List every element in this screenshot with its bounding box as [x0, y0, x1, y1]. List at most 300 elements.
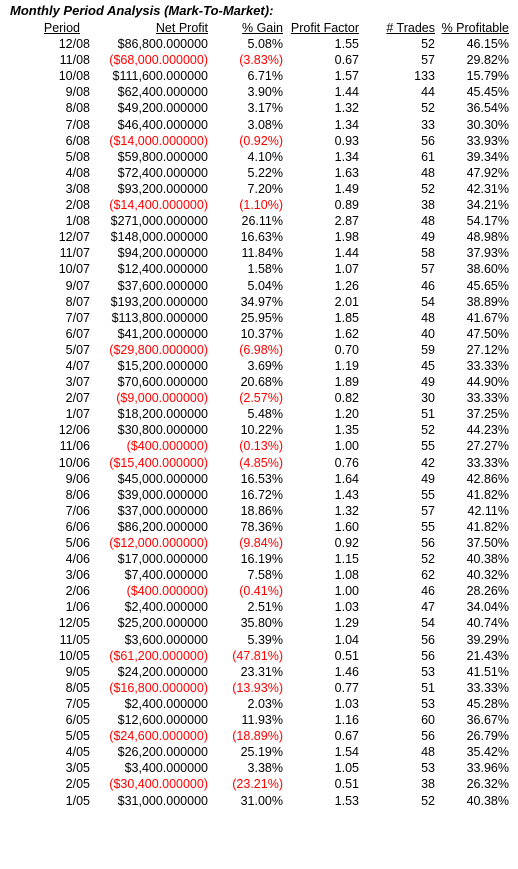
cell-pct-gain: 5.04% — [247, 278, 283, 293]
cell-pct-gain: 16.53% — [240, 471, 283, 486]
cell-period: 6/05 — [65, 713, 90, 728]
cell-pct-profitable: 33.33% — [466, 680, 509, 695]
cell-pct-profitable: 46.15% — [466, 37, 509, 52]
table-row — [0, 471, 509, 487]
cell-period: 8/07 — [65, 294, 90, 309]
table-row — [0, 728, 509, 744]
cell-profit-factor: 0.67 — [334, 729, 359, 744]
cell-pct-gain: (6.98%) — [239, 342, 283, 357]
cell-pct-profitable: 38.89% — [466, 294, 509, 309]
cell-pct-gain: 5.08% — [247, 37, 283, 52]
cell-pct-gain: 4.10% — [247, 149, 283, 164]
cell-pct-profitable: 41.51% — [466, 664, 509, 679]
cell-period: 1/06 — [65, 600, 90, 615]
cell-num-trades: 61 — [421, 149, 435, 164]
cell-period: 1/05 — [65, 793, 90, 808]
cell-pct-gain: (2.57%) — [239, 391, 283, 406]
cell-num-trades: 58 — [421, 246, 435, 261]
cell-pct-profitable: 42.11% — [467, 503, 509, 518]
cell-profit-factor: 1.54 — [334, 745, 359, 760]
cell-profit-factor: 1.07 — [334, 262, 359, 277]
cell-profit-factor: 1.16 — [334, 713, 359, 728]
cell-period: 9/05 — [65, 664, 90, 679]
table-row — [0, 438, 509, 454]
table-row — [0, 422, 509, 438]
cell-pct-gain: (0.13%) — [239, 439, 283, 454]
cell-num-trades: 52 — [421, 181, 435, 196]
cell-pct-profitable: 21.43% — [466, 648, 509, 663]
cell-period: 7/06 — [65, 503, 90, 518]
cell-period: 3/08 — [65, 181, 90, 196]
cell-pct-gain: 16.63% — [240, 230, 283, 245]
cell-pct-gain: (1.10%) — [239, 198, 283, 213]
cell-pct-gain: 1.58% — [247, 262, 283, 277]
cell-period: 2/05 — [65, 777, 90, 792]
table-row — [0, 278, 509, 294]
cell-pct-profitable: 41.67% — [466, 310, 509, 325]
cell-period: 9/07 — [65, 278, 90, 293]
cell-num-trades: 52 — [421, 552, 435, 567]
table-row — [0, 229, 509, 245]
cell-pct-profitable: 42.31% — [466, 181, 509, 196]
cell-pct-gain: 16.19% — [240, 552, 283, 567]
cell-profit-factor: 0.82 — [334, 391, 359, 406]
cell-period: 11/06 — [59, 439, 90, 454]
cell-pct-profitable: 28.26% — [466, 584, 509, 599]
cell-num-trades: 49 — [421, 471, 435, 486]
cell-profit-factor: 1.85 — [334, 310, 359, 325]
cell-pct-profitable: 37.25% — [466, 407, 509, 422]
cell-pct-profitable: 40.38% — [466, 552, 509, 567]
cell-pct-profitable: 45.65% — [466, 278, 509, 293]
cell-pct-gain: 26.11% — [241, 214, 283, 229]
table-row — [0, 744, 509, 760]
cell-pct-profitable: 47.50% — [466, 326, 509, 341]
cell-pct-gain: (4.85%) — [239, 455, 283, 470]
cell-period: 4/08 — [65, 165, 90, 180]
cell-profit-factor: 1.35 — [334, 423, 359, 438]
cell-net-profit: ($14,000.000000) — [109, 133, 208, 148]
cell-net-profit: $70,600.000000 — [117, 375, 208, 390]
cell-net-profit: ($30,400.000000) — [109, 777, 208, 792]
cell-net-profit: ($61,200.000000) — [109, 648, 208, 663]
cell-pct-profitable: 45.45% — [466, 85, 509, 100]
cell-period: 6/07 — [65, 326, 90, 341]
cell-net-profit: ($15,400.000000) — [109, 455, 208, 470]
cell-net-profit: ($24,600.000000) — [109, 729, 208, 744]
cell-net-profit: $45,000.000000 — [117, 471, 208, 486]
cell-num-trades: 55 — [421, 439, 435, 454]
monthly-period-table — [0, 20, 509, 809]
table-row — [0, 615, 509, 631]
cell-net-profit: $37,000.000000 — [117, 503, 208, 518]
cell-pct-gain: 78.36% — [240, 519, 283, 534]
header-pct-gain: % Gain — [242, 21, 283, 35]
cell-profit-factor: 1.04 — [334, 632, 359, 647]
cell-pct-profitable: 33.93% — [466, 133, 509, 148]
cell-net-profit: $113,800.000000 — [111, 310, 208, 325]
cell-profit-factor: 1.32 — [334, 503, 359, 518]
cell-net-profit: $26,200.000000 — [117, 745, 208, 760]
table-row — [0, 535, 509, 551]
cell-period: 5/08 — [65, 149, 90, 164]
cell-pct-gain: 5.48% — [247, 407, 283, 422]
cell-net-profit: $7,400.000000 — [124, 568, 208, 583]
cell-profit-factor: 1.89 — [334, 375, 359, 390]
table-row — [0, 390, 509, 406]
cell-pct-profitable: 44.23% — [466, 423, 509, 438]
cell-pct-gain: (23.21%) — [232, 777, 283, 792]
cell-period: 12/05 — [58, 616, 90, 631]
cell-num-trades: 56 — [421, 632, 435, 647]
cell-net-profit: $193,200.000000 — [110, 294, 208, 309]
cell-num-trades: 53 — [421, 664, 435, 679]
cell-period: 8/06 — [65, 487, 90, 502]
cell-net-profit: $2,400.000000 — [124, 600, 208, 615]
cell-pct-profitable: 48.98% — [466, 230, 509, 245]
cell-pct-profitable: 27.27% — [466, 439, 509, 454]
cell-pct-gain: 35.80% — [240, 616, 283, 631]
cell-num-trades: 38 — [421, 198, 435, 213]
table-row — [0, 793, 509, 809]
table-row — [0, 52, 509, 68]
cell-pct-profitable: 44.90% — [466, 375, 509, 390]
header-num-trades: # Trades — [386, 21, 435, 35]
header-pct-profitable: % Profitable — [441, 21, 509, 35]
cell-num-trades: 42 — [421, 455, 435, 470]
cell-profit-factor: 0.70 — [334, 342, 359, 357]
cell-pct-gain: (9.84%) — [239, 536, 283, 550]
report-title: Monthly Period Analysis (Mark-To-Market): — [10, 3, 274, 18]
cell-net-profit: $94,200.000000 — [117, 246, 208, 261]
cell-pct-profitable: 42.86% — [466, 471, 509, 486]
cell-num-trades: 57 — [421, 262, 435, 277]
header-profit-factor: Profit Factor — [290, 21, 359, 35]
cell-net-profit: $24,200.000000 — [117, 664, 208, 679]
cell-pct-gain: 23.31% — [240, 664, 283, 679]
cell-num-trades: 51 — [421, 680, 435, 695]
cell-num-trades: 52 — [421, 423, 435, 438]
cell-pct-profitable: 30.30% — [466, 117, 509, 132]
cell-pct-profitable: 39.29% — [466, 632, 509, 647]
cell-profit-factor: 1.43 — [334, 487, 359, 502]
cell-net-profit: $86,800.000000 — [117, 37, 208, 52]
cell-num-trades: 48 — [421, 310, 435, 325]
cell-pct-gain: 3.17% — [247, 101, 283, 116]
cell-pct-gain: 10.37% — [240, 326, 283, 341]
cell-num-trades: 54 — [421, 294, 435, 309]
cell-pct-gain: 2.51% — [247, 600, 283, 615]
cell-period: 2/06 — [65, 584, 90, 599]
cell-net-profit: ($400.000000) — [126, 584, 208, 599]
cell-period: 7/08 — [65, 117, 90, 132]
cell-profit-factor: 1.62 — [334, 326, 359, 341]
cell-pct-gain: 25.19% — [240, 745, 283, 760]
cell-net-profit: $86,200.000000 — [117, 519, 208, 534]
cell-profit-factor: 1.26 — [334, 278, 359, 293]
table-row — [0, 551, 509, 567]
cell-profit-factor: 0.77 — [334, 680, 359, 695]
cell-num-trades: 48 — [421, 214, 435, 229]
cell-pct-profitable: 54.17% — [466, 214, 509, 229]
cell-net-profit: $37,600.000000 — [117, 278, 208, 293]
table-row — [0, 100, 509, 116]
table-row — [0, 84, 509, 100]
cell-period: 1/07 — [65, 407, 90, 422]
table-row — [0, 519, 509, 535]
cell-net-profit: $59,800.000000 — [117, 149, 208, 164]
cell-num-trades: 55 — [421, 519, 435, 534]
cell-num-trades: 40 — [421, 326, 435, 341]
table-row — [0, 455, 509, 471]
header-net-profit: Net Profit — [155, 21, 208, 35]
cell-pct-profitable: 41.82% — [466, 519, 509, 534]
cell-num-trades: 57 — [421, 503, 435, 518]
cell-net-profit: $12,600.000000 — [117, 713, 208, 728]
header-period: Period — [43, 21, 80, 35]
cell-pct-gain: 2.03% — [247, 696, 283, 711]
cell-pct-profitable: 26.79% — [466, 729, 509, 744]
cell-pct-profitable: 34.21% — [466, 198, 509, 213]
cell-period: 5/05 — [65, 729, 90, 744]
cell-pct-gain: (47.81%) — [232, 648, 283, 663]
cell-profit-factor: 1.32 — [334, 101, 359, 116]
cell-pct-profitable: 45.28% — [466, 696, 509, 711]
table-row — [0, 117, 509, 133]
cell-num-trades: 55 — [421, 487, 435, 502]
cell-profit-factor: 1.03 — [334, 600, 359, 615]
cell-pct-profitable: 37.93% — [466, 246, 509, 261]
cell-profit-factor: 2.01 — [334, 294, 359, 309]
cell-net-profit: $17,000.000000 — [117, 552, 208, 567]
cell-pct-gain: 5.39% — [247, 632, 283, 647]
cell-profit-factor: 1.34 — [334, 117, 359, 132]
cell-net-profit: $3,600.000000 — [124, 632, 208, 647]
cell-pct-profitable: 29.82% — [466, 53, 509, 68]
table-row — [0, 358, 509, 374]
cell-profit-factor: 2.87 — [334, 214, 359, 229]
cell-pct-gain: 16.72% — [240, 487, 283, 502]
table-row — [0, 583, 509, 599]
table-row — [0, 503, 509, 519]
cell-period: 6/06 — [65, 519, 90, 534]
table-row — [0, 664, 509, 680]
cell-profit-factor: 1.34 — [334, 149, 359, 164]
cell-pct-profitable: 33.33% — [466, 358, 509, 373]
cell-num-trades: 48 — [421, 745, 435, 760]
table-row — [0, 696, 509, 712]
cell-pct-gain: (0.41%) — [239, 584, 283, 599]
cell-num-trades: 30 — [421, 391, 435, 406]
cell-num-trades: 51 — [421, 407, 435, 422]
cell-profit-factor: 1.46 — [334, 664, 359, 679]
table-row — [0, 68, 509, 84]
cell-num-trades: 56 — [421, 648, 435, 663]
cell-pct-profitable: 40.32% — [466, 568, 509, 583]
cell-profit-factor: 1.44 — [334, 246, 359, 261]
cell-profit-factor: 0.89 — [334, 198, 359, 213]
cell-profit-factor: 1.00 — [334, 584, 359, 599]
cell-net-profit: $271,000.000000 — [110, 214, 208, 229]
cell-pct-gain: 31.00% — [240, 793, 283, 808]
cell-num-trades: 44 — [421, 85, 435, 100]
cell-period: 7/05 — [65, 696, 90, 711]
table-row — [0, 632, 509, 648]
table-row — [0, 294, 509, 310]
cell-num-trades: 46 — [421, 584, 435, 599]
cell-pct-gain: (0.92%) — [239, 133, 283, 148]
cell-period: 12/07 — [58, 230, 90, 245]
cell-num-trades: 57 — [421, 53, 435, 68]
cell-period: 10/05 — [58, 648, 90, 663]
cell-period: 8/05 — [65, 680, 90, 695]
table-row — [0, 213, 509, 229]
cell-period: 2/07 — [65, 391, 90, 406]
cell-pct-gain: 25.95% — [240, 310, 283, 325]
cell-profit-factor: 1.20 — [334, 407, 359, 422]
cell-pct-profitable: 40.38% — [466, 793, 509, 808]
cell-profit-factor: 0.51 — [334, 648, 359, 663]
cell-profit-factor: 1.00 — [334, 439, 359, 454]
cell-pct-gain: 6.71% — [247, 69, 283, 84]
cell-net-profit: $3,400.000000 — [124, 761, 208, 776]
cell-pct-gain: 3.69% — [247, 358, 283, 373]
cell-pct-gain: 11.84% — [241, 246, 283, 261]
table-row — [0, 342, 509, 358]
cell-num-trades: 48 — [421, 165, 435, 180]
cell-pct-gain: (18.89%) — [232, 729, 283, 744]
table-row — [0, 760, 509, 776]
cell-pct-profitable: 33.33% — [466, 455, 509, 470]
cell-net-profit: $72,400.000000 — [117, 165, 208, 180]
cell-profit-factor: 1.44 — [334, 85, 359, 100]
cell-period: 4/05 — [65, 745, 90, 760]
cell-profit-factor: 1.05 — [334, 761, 359, 776]
cell-num-trades: 54 — [421, 616, 435, 631]
cell-profit-factor: 1.08 — [334, 568, 359, 583]
cell-period: 9/08 — [65, 85, 90, 100]
cell-period: 2/08 — [65, 198, 90, 213]
cell-num-trades: 62 — [421, 568, 435, 583]
cell-net-profit: $2,400.000000 — [124, 696, 208, 711]
cell-pct-gain: 20.68% — [240, 375, 283, 390]
cell-period: 5/07 — [65, 342, 90, 357]
cell-num-trades: 52 — [421, 37, 435, 52]
cell-period: 10/06 — [58, 455, 90, 470]
cell-profit-factor: 0.51 — [334, 777, 359, 792]
cell-pct-gain: 3.90% — [247, 85, 283, 100]
cell-period: 5/06 — [65, 536, 90, 550]
cell-net-profit: $111,600.000000 — [112, 69, 208, 84]
cell-pct-profitable: 27.12% — [466, 342, 509, 357]
cell-period: 4/06 — [65, 552, 90, 567]
cell-net-profit: $93,200.000000 — [117, 181, 208, 196]
cell-pct-profitable: 34.04% — [466, 600, 509, 615]
cell-pct-profitable: 40.74% — [466, 616, 509, 631]
cell-period: 7/07 — [65, 310, 90, 325]
cell-net-profit: $46,400.000000 — [117, 117, 208, 132]
cell-net-profit: ($9,000.000000) — [116, 391, 208, 406]
cell-num-trades: 56 — [421, 133, 435, 148]
cell-period: 1/08 — [65, 214, 90, 229]
cell-period: 8/08 — [65, 101, 90, 116]
cell-num-trades: 49 — [421, 375, 435, 390]
cell-profit-factor: 1.60 — [334, 519, 359, 534]
cell-pct-profitable: 37.50% — [466, 536, 509, 550]
cell-pct-profitable: 36.67% — [466, 713, 509, 728]
cell-num-trades: 52 — [421, 793, 435, 808]
cell-net-profit: $25,200.000000 — [117, 616, 208, 631]
cell-period: 11/05 — [59, 632, 90, 647]
table-row — [0, 487, 509, 503]
cell-num-trades: 45 — [421, 358, 435, 373]
cell-period: 3/05 — [65, 761, 90, 776]
cell-profit-factor: 0.76 — [334, 455, 359, 470]
cell-net-profit: $62,400.000000 — [117, 85, 208, 100]
cell-pct-gain: 11.93% — [241, 713, 283, 728]
table-row — [0, 36, 509, 52]
cell-pct-gain: 3.38% — [247, 761, 283, 776]
table-row — [0, 406, 509, 422]
cell-period: 11/07 — [59, 246, 90, 261]
table-row — [0, 165, 509, 181]
cell-profit-factor: 1.19 — [334, 358, 359, 373]
table-row — [0, 567, 509, 583]
cell-period: 6/08 — [65, 133, 90, 148]
cell-period: 11/08 — [59, 53, 90, 68]
cell-profit-factor: 0.67 — [334, 53, 359, 68]
cell-period: 3/06 — [65, 568, 90, 583]
cell-net-profit: ($68,000.000000) — [109, 53, 208, 68]
cell-num-trades: 53 — [421, 761, 435, 776]
cell-num-trades: 56 — [421, 536, 435, 550]
cell-period: 4/07 — [65, 358, 90, 373]
table-row — [0, 133, 509, 149]
cell-profit-factor: 1.03 — [334, 696, 359, 711]
cell-pct-gain: 34.97% — [240, 294, 283, 309]
cell-period: 12/08 — [58, 37, 90, 52]
table-row — [0, 776, 509, 792]
cell-num-trades: 59 — [421, 342, 435, 357]
cell-pct-profitable: 26.32% — [466, 777, 509, 792]
table-body — [0, 36, 509, 809]
cell-num-trades: 47 — [421, 600, 435, 615]
cell-period: 9/06 — [65, 471, 90, 486]
cell-pct-profitable: 35.42% — [466, 745, 509, 760]
cell-pct-gain: 3.08% — [247, 117, 283, 132]
table-row — [0, 599, 509, 615]
cell-pct-profitable: 15.79% — [466, 69, 509, 84]
table-row — [0, 181, 509, 197]
cell-pct-profitable: 41.82% — [466, 487, 509, 502]
cell-period: 12/06 — [58, 423, 90, 438]
cell-net-profit: $15,200.000000 — [117, 358, 208, 373]
table-row — [0, 261, 509, 277]
cell-num-trades: 46 — [421, 278, 435, 293]
header-row — [0, 20, 509, 36]
table-row — [0, 197, 509, 213]
table-row — [0, 149, 509, 165]
cell-net-profit: $30,800.000000 — [117, 423, 208, 438]
cell-pct-gain: 10.22% — [240, 423, 283, 438]
cell-pct-gain: 7.20% — [247, 181, 283, 196]
cell-pct-gain: 7.58% — [247, 568, 283, 583]
cell-pct-profitable: 39.34% — [466, 149, 509, 164]
cell-net-profit: $148,000.000000 — [110, 230, 208, 245]
cell-profit-factor: 1.63 — [334, 165, 359, 180]
cell-profit-factor: 1.29 — [334, 616, 359, 631]
cell-net-profit: $31,000.000000 — [117, 793, 208, 808]
